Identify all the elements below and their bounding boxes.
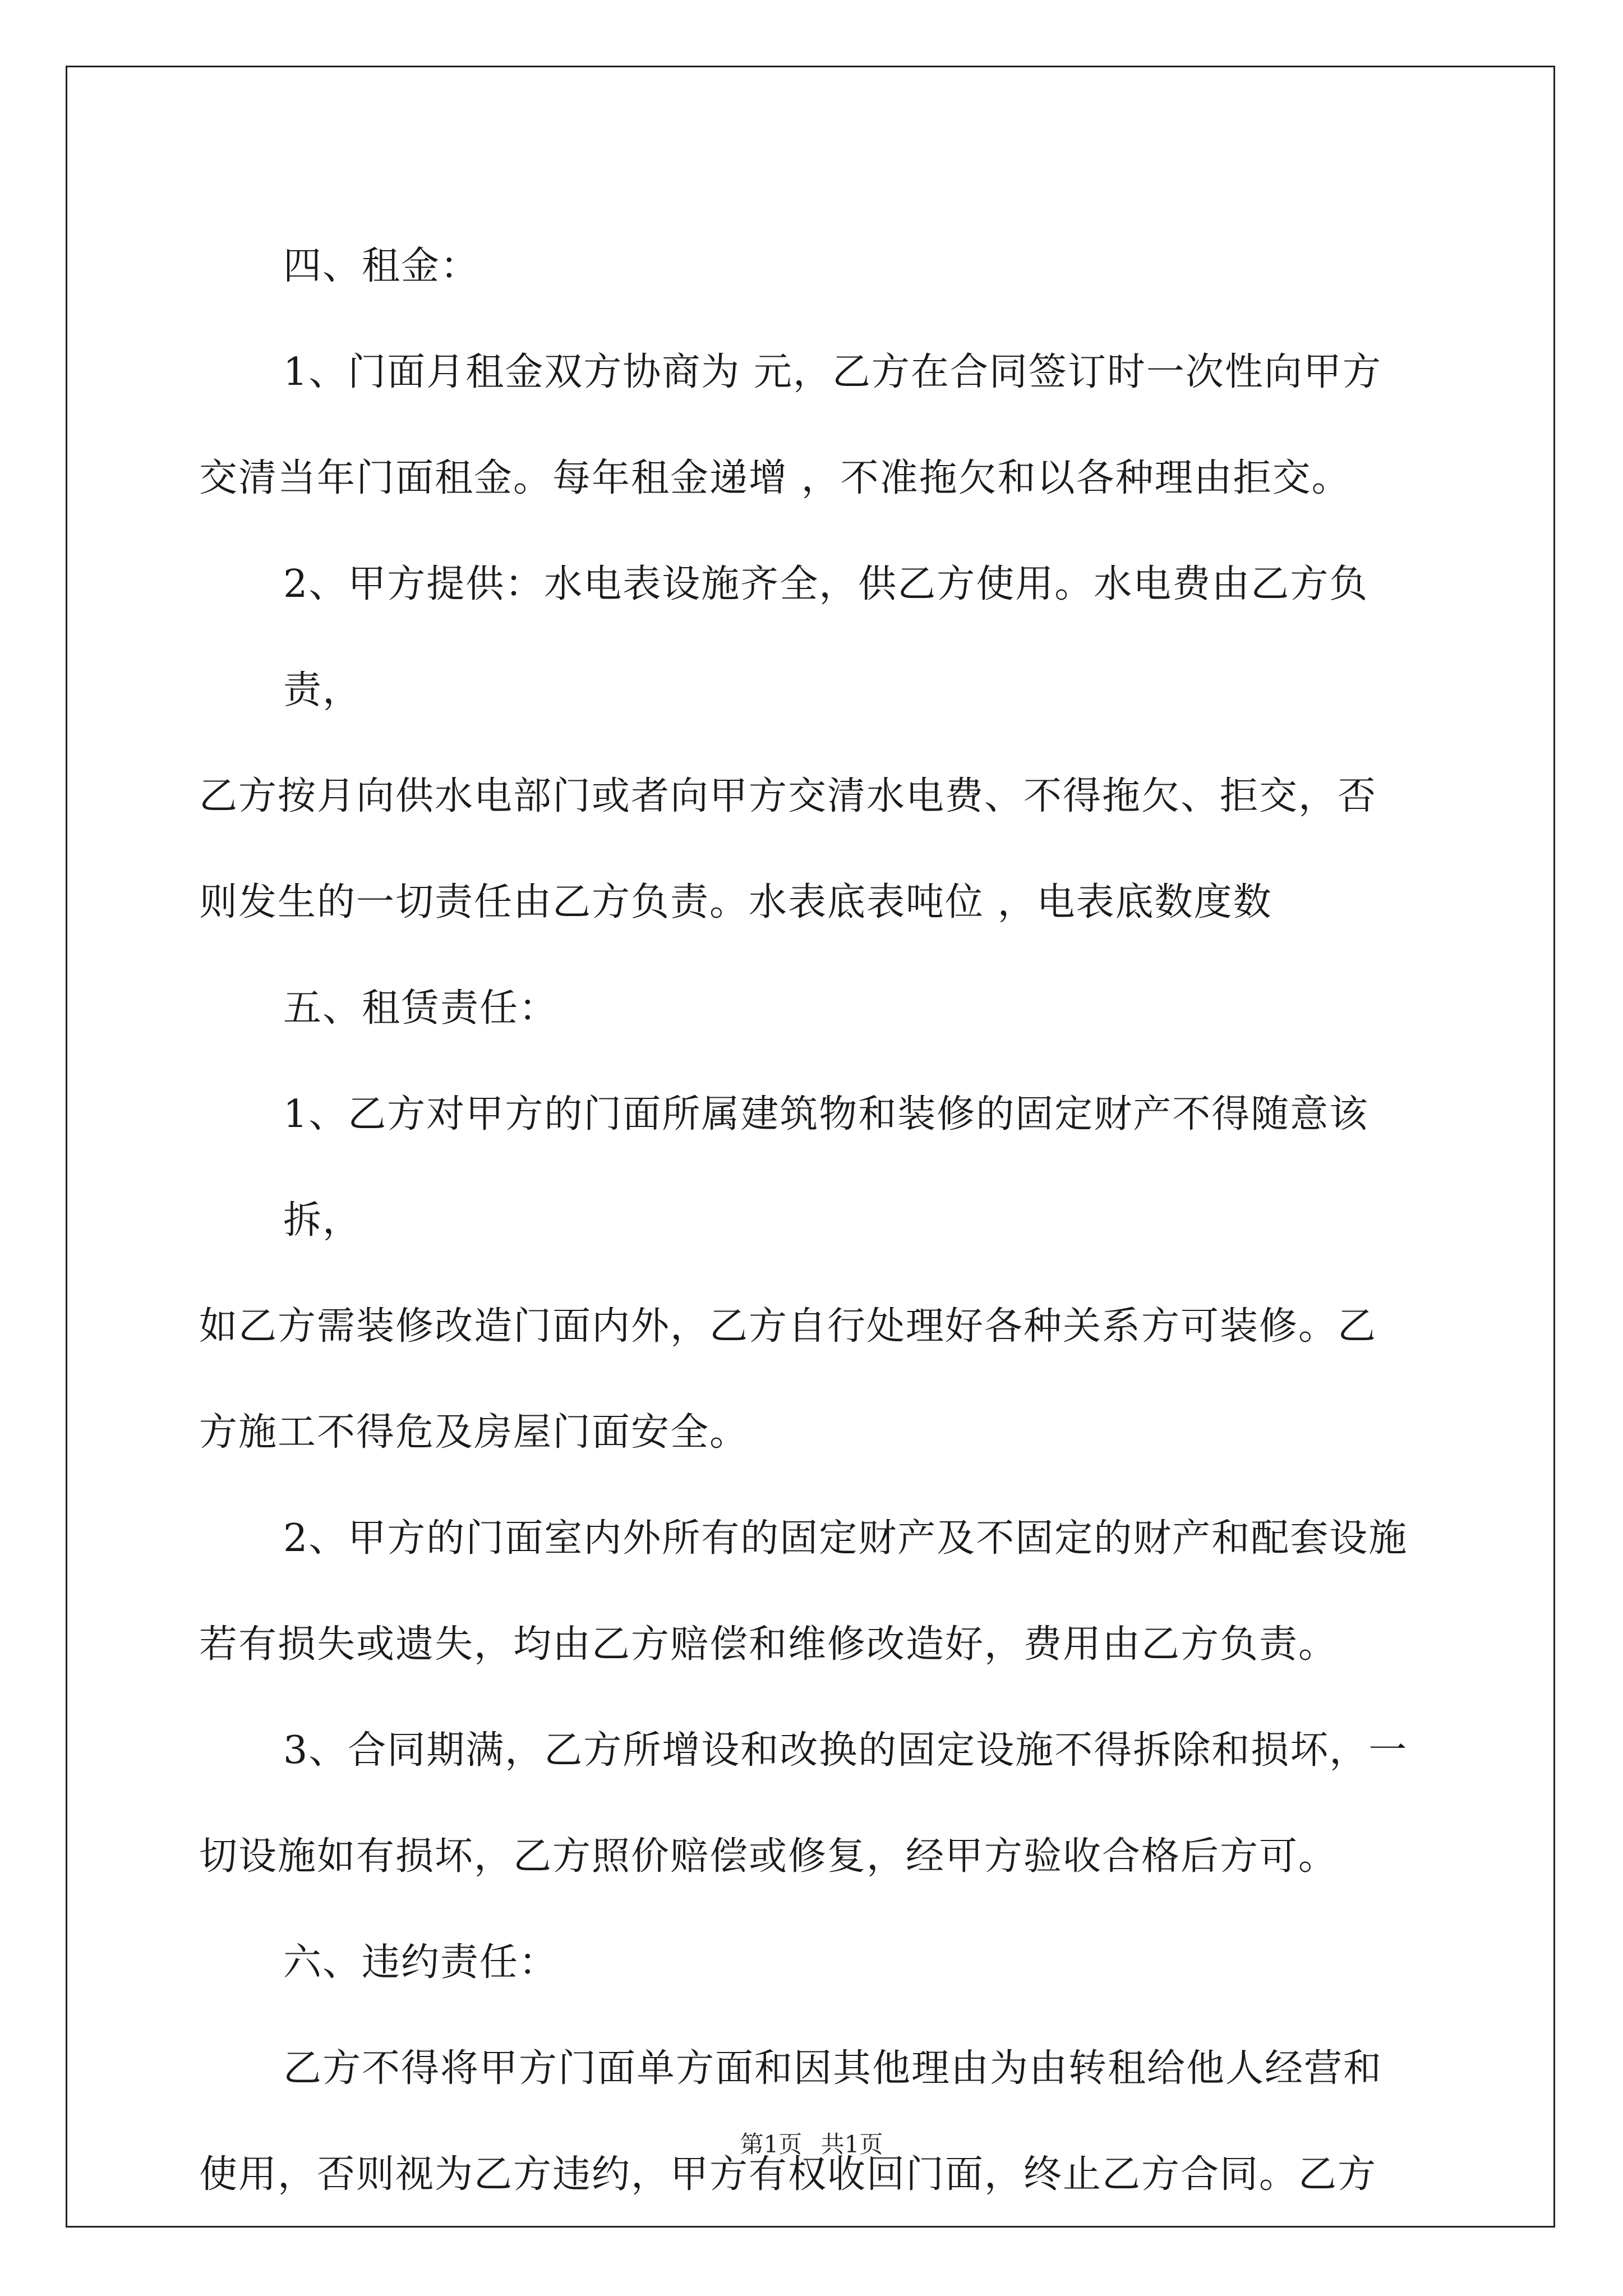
section-heading: 五、租赁责任： — [283, 986, 559, 1030]
text-line: 2、甲方提供：水电表设施齐全，供乙方使用。水电费由乙方负责， — [283, 562, 1369, 712]
text-line: 1、乙方对甲方的门面所属建筑物和装修的固定财产不得随意该拆， — [283, 1092, 1369, 1243]
text-line: 2、甲方的门面室内外所有的固定财产及不固定的财产和配套设施 — [283, 1516, 1408, 1561]
text-line: 乙方不得将甲方门面单方面和因其他理由为由转租给他人经营和 — [283, 2046, 1383, 2091]
section-heading: 四、租金： — [283, 244, 480, 288]
section-heading: 六、违约责任： — [283, 1940, 559, 1985]
text-line: 则发生的一切责任由乙方负责。水表底表吨位 ，电表底数度数 — [199, 880, 1272, 924]
text-line: 方施工不得危及房屋门面安全。 — [199, 1410, 749, 1455]
page-number: 第1页 — [740, 2131, 803, 2158]
text-line: 3、合同期满，乙方所增设和改换的固定设施不得拆除和损坏，一 — [283, 1728, 1408, 1773]
text-line: 如乙方需装修改造门面内外，乙方自行处理好各种关系方可装修。乙 — [199, 1304, 1377, 1349]
text-line: 若有损失或遗失，均由乙方赔偿和维修改造好，费用由乙方负责。 — [199, 1622, 1338, 1667]
text-line: 乙方按月向供水电部门或者向甲方交清水电费、不得拖欠、拒交，否 — [199, 774, 1377, 818]
text-line: 使用，否则视为乙方违约，甲方有权收回门面，终止乙方合同。乙方 — [199, 2152, 1377, 2197]
page-footer — [0, 2126, 1623, 2160]
document-body — [199, 213, 1433, 2228]
page-total: 共1页 — [820, 2131, 883, 2158]
text-line: 1、门面月租金双方协商为 元，乙方在合同签订时一次性向甲方 — [283, 350, 1382, 394]
text-line: 切设施如有损坏，乙方照价赔偿或修复，经甲方验收合格后方可。 — [199, 1834, 1338, 1879]
text-line: 交清当年门面租金。每年租金递增 ，不准拖欠和以各种理由拒交。 — [199, 456, 1351, 500]
